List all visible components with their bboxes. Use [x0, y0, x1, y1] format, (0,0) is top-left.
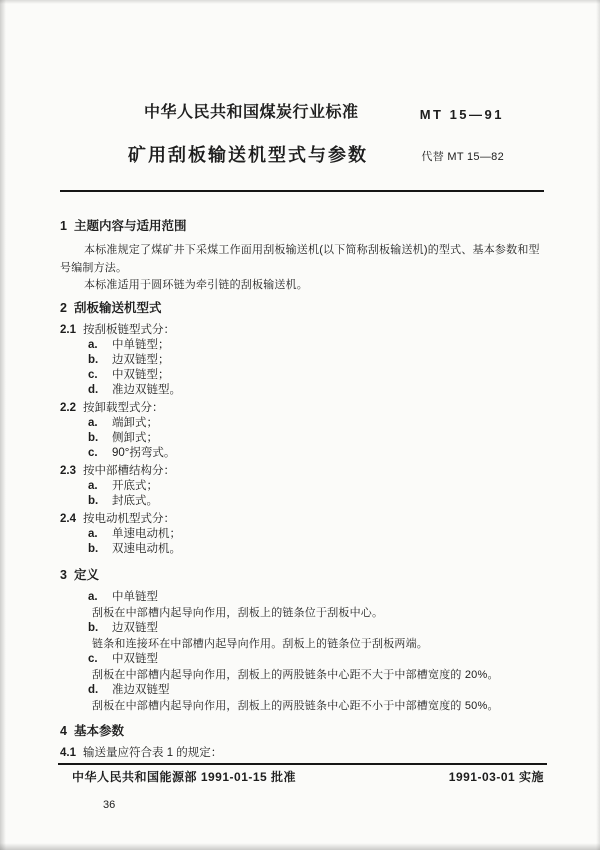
- replaces-note: 代替 MT 15—82: [421, 151, 504, 163]
- list-item-text: 90°拐弯式。: [112, 446, 176, 459]
- list-item-label: a.: [88, 416, 98, 429]
- definition-term-text: 边双链型: [112, 621, 158, 634]
- list-item: [60, 338, 544, 353]
- footer: [60, 770, 544, 784]
- list-item-text: 单速电动机；: [112, 527, 181, 540]
- list-item-text: 准边双链型。: [112, 383, 181, 396]
- list-item: [60, 416, 544, 431]
- definition-description: 刮板在中部槽内起导向作用，刮板上的两股链条中心距不大于中部槽宽度的 20%。: [92, 668, 499, 681]
- clause-number: 2.4: [60, 512, 76, 525]
- page-content: [60, 0, 544, 784]
- list-item-text: 开底式；: [112, 479, 158, 492]
- section-number: 1: [60, 219, 67, 233]
- section-title: 刮板输送机型式: [74, 300, 162, 315]
- page-number: 36: [103, 799, 116, 811]
- definition-term: [60, 621, 544, 636]
- clause-2-1: [60, 323, 544, 338]
- clause-2-3: [60, 464, 544, 479]
- section-number: 4: [60, 723, 67, 738]
- definition-label: d.: [88, 683, 99, 696]
- definition-description: 刮板在中部槽内起导向作用，刮板上的两股链条中心距不小于中部槽宽度的 50%。: [92, 699, 499, 712]
- definition-label: a.: [88, 590, 98, 603]
- header-rule: [60, 190, 544, 192]
- document-title: 矿用刮板输送机型式与参数: [128, 145, 368, 165]
- header-row-2: [60, 143, 544, 167]
- clause-text: 输送量应符合表 1 的规定：: [83, 746, 223, 759]
- approval-note: 中华人民共和国能源部 1991-01-15 批准: [72, 769, 297, 784]
- list-item: [60, 494, 544, 509]
- definition-term: [60, 683, 544, 698]
- list-item-text: 双速电动机。: [112, 542, 181, 555]
- definition-description: 链条和连接环在中部槽内起导向作用。刮板上的链条位于刮板两端。: [92, 637, 428, 650]
- clause-number: 2.2: [60, 401, 76, 414]
- list-item: [60, 431, 544, 446]
- definition-term-text: 中单链型: [112, 590, 158, 603]
- list-item-label: c.: [88, 446, 98, 459]
- section-3-heading: [60, 568, 544, 583]
- list-item-label: d.: [88, 383, 99, 396]
- list-item: [60, 446, 544, 461]
- section-title: 定义: [74, 567, 100, 582]
- section-title: 基本参数: [74, 723, 125, 738]
- definition-label: c.: [88, 652, 98, 665]
- clause-number: 2.3: [60, 464, 76, 477]
- definition-term: [60, 590, 544, 605]
- scan-edge-shadow: [596, 0, 600, 850]
- paragraph: 本标准规定了煤矿井下采煤工作面用刮板输送机(以下简称刮板输送机)的型式、基本参数和型号编制方法。: [60, 244, 540, 274]
- standard-org-label: 中华人民共和国煤炭行业标准: [144, 104, 359, 121]
- section-number: 2: [60, 300, 67, 315]
- list-item-label: b.: [88, 542, 99, 555]
- list-item-label: a.: [88, 338, 98, 351]
- section-4-heading: [60, 724, 544, 739]
- implementation-note: 1991-03-01 实施: [448, 769, 544, 784]
- list-item-text: 中双链型；: [112, 368, 170, 381]
- list-item: [60, 353, 544, 368]
- list-item-label: c.: [88, 368, 98, 381]
- clause-2-4: [60, 512, 544, 527]
- clause-2-2: [60, 401, 544, 416]
- clause-text: 按刮板链型式分：: [83, 323, 175, 336]
- definition-description: 刮板在中部槽内起导向作用，刮板上的链条位于刮板中心。: [92, 606, 384, 619]
- section-number: 3: [60, 567, 67, 582]
- scan-edge-shadow: [0, 0, 6, 850]
- paragraph: 本标准适用于圆环链为牵引链的刮板输送机。: [84, 279, 308, 291]
- definition-term: [60, 652, 544, 667]
- list-item-text: 端卸式；: [112, 416, 158, 429]
- clause-4-1: [60, 746, 544, 761]
- list-item-text: 边双链型；: [112, 353, 170, 366]
- clause-number: 2.1: [60, 323, 76, 336]
- definition-term-text: 中双链型: [112, 652, 158, 665]
- list-item-label: a.: [88, 527, 98, 540]
- scan-edge-shadow: [0, 843, 600, 850]
- list-item-label: b.: [88, 494, 99, 507]
- clause-number: 4.1: [60, 746, 76, 759]
- list-item: [60, 542, 544, 557]
- clause-text: 按电动机型式分：: [83, 512, 175, 525]
- list-item: [60, 479, 544, 494]
- section-1-heading: [60, 219, 544, 234]
- clause-text: 按中部槽结构分：: [83, 464, 175, 477]
- standard-code: MT 15—91: [419, 107, 504, 122]
- definition-term-text: 准边双链型: [112, 683, 170, 696]
- header-row-1: [60, 103, 544, 123]
- definition-label: b.: [88, 621, 99, 634]
- list-item-label: b.: [88, 431, 99, 444]
- list-item-label: a.: [88, 479, 98, 492]
- list-item-text: 中单链型；: [112, 338, 170, 351]
- list-item: [60, 368, 544, 383]
- list-item-text: 封底式。: [112, 494, 158, 507]
- list-item-label: b.: [88, 353, 99, 366]
- section-title: 主题内容与适用范围: [74, 219, 187, 233]
- footer-rule: [58, 763, 547, 765]
- clause-text: 按卸载型式分：: [83, 401, 164, 414]
- section-2-heading: [60, 301, 544, 316]
- list-item: [60, 383, 544, 398]
- list-item-text: 侧卸式；: [112, 431, 158, 444]
- list-item: [60, 527, 544, 542]
